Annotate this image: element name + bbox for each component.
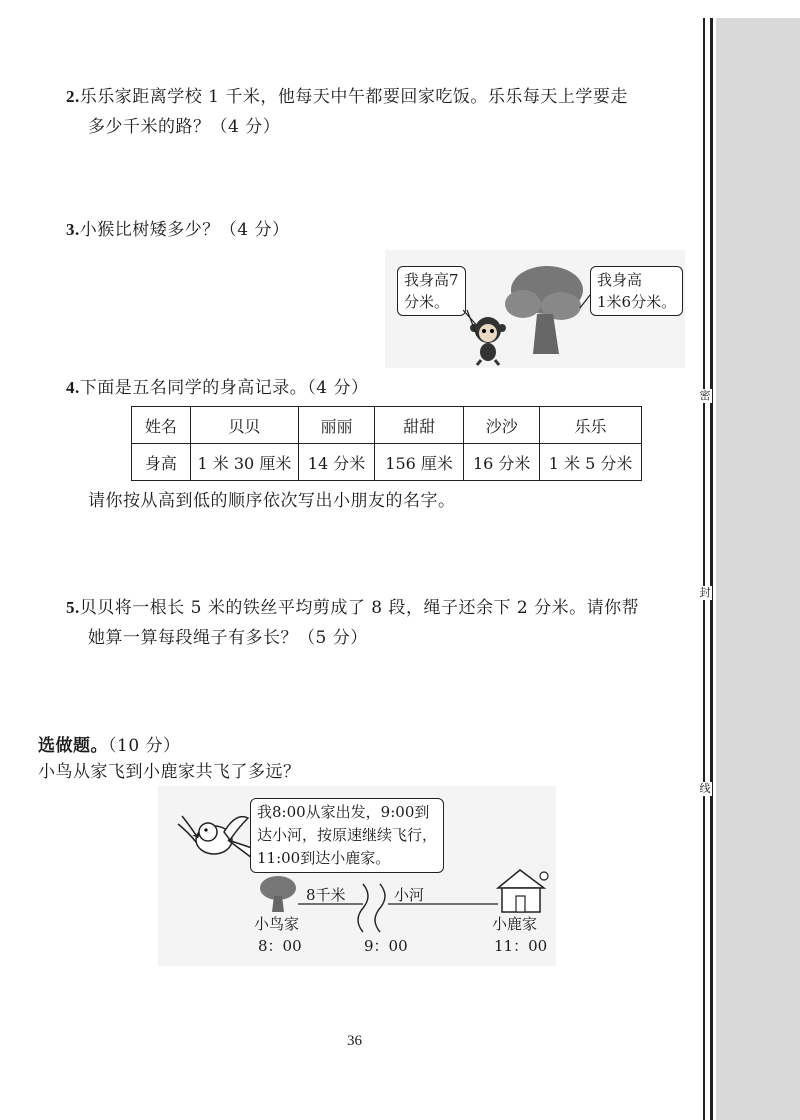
bird-speech-bubble: 我8:00从家出发，9:00到 达小河，按原速继续飞行， 11:00到达小鹿家。 [250, 798, 444, 873]
question-5 [66, 593, 696, 653]
table-row [132, 407, 642, 444]
seal-line-outer [710, 18, 713, 1120]
table-row [132, 444, 642, 481]
q4-instruction: 请你按从高到低的顺序依次写出小朋友的名字。 [88, 491, 456, 511]
seal-label-feng: 封 [699, 586, 711, 599]
page-number: 36 [347, 1033, 362, 1049]
table-header-cell: 甜甜 [374, 407, 463, 444]
deer-home-label: 小鹿家 [492, 915, 538, 933]
question-text: 下面是五名同学的身高记录。（4 分） [79, 378, 369, 398]
question-text-cont: 多少千米的路？（4 分） [88, 117, 281, 137]
optional-title: 选做题。 [38, 736, 108, 756]
q3-illustration [385, 250, 685, 368]
table-cell: 身高 [132, 444, 191, 481]
height-table [131, 406, 642, 481]
table-cell: 14 分米 [299, 444, 375, 481]
question-3 [66, 215, 289, 245]
time-river: 9：00 [364, 937, 408, 955]
question-2 [66, 82, 696, 142]
question-text: 乐乐家距离学校 1 千米，他每天中午都要回家吃饭。乐乐每天上学要走 [79, 87, 628, 107]
time-end: 11：00 [494, 937, 548, 955]
question-number: 5. [66, 598, 80, 617]
table-cell: 156 厘米 [374, 444, 463, 481]
table-cell: 1 米 5 分米 [540, 444, 642, 481]
tree-speech-bubble: 我身高 1米6分米。 [590, 266, 683, 316]
monkey-speech-bubble: 我身高7 分米。 [397, 266, 466, 316]
table-header-cell: 姓名 [132, 407, 191, 444]
binding-margin [716, 18, 800, 1120]
question-number: 3. [66, 220, 80, 239]
question-text: 小猴比树矮多少？（4 分） [79, 220, 290, 240]
distance-label: 8千米 [306, 886, 346, 904]
question-text: 贝贝将一根长 5 米的铁丝平均剪成了 8 段，绳子还余下 2 分米。请你帮 [79, 598, 640, 618]
river-label: 小河 [394, 886, 425, 904]
table-cell: 16 分米 [464, 444, 540, 481]
question-4 [66, 373, 368, 403]
time-start: 8：00 [258, 937, 302, 955]
seal-label-mi: 密 [699, 389, 711, 402]
table-header-cell: 沙沙 [464, 407, 540, 444]
optional-score: （10 分） [108, 736, 181, 756]
bird-journey-illustration [158, 786, 556, 966]
table-header-cell: 贝贝 [190, 407, 298, 444]
question-text-cont: 她算一算每段绳子有多长？（5 分） [88, 628, 368, 648]
seal-line-inner [703, 18, 705, 1120]
table-header-cell: 乐乐 [540, 407, 642, 444]
table-cell: 1 米 30 厘米 [190, 444, 298, 481]
bird-home-label: 小鸟家 [254, 915, 300, 933]
optional-question-text: 小鸟从家飞到小鹿家共飞了多远？ [38, 762, 301, 782]
question-number: 2. [66, 87, 80, 106]
question-number: 4. [66, 378, 80, 397]
table-header-cell: 丽丽 [299, 407, 375, 444]
seal-label-xian: 线 [699, 782, 711, 795]
